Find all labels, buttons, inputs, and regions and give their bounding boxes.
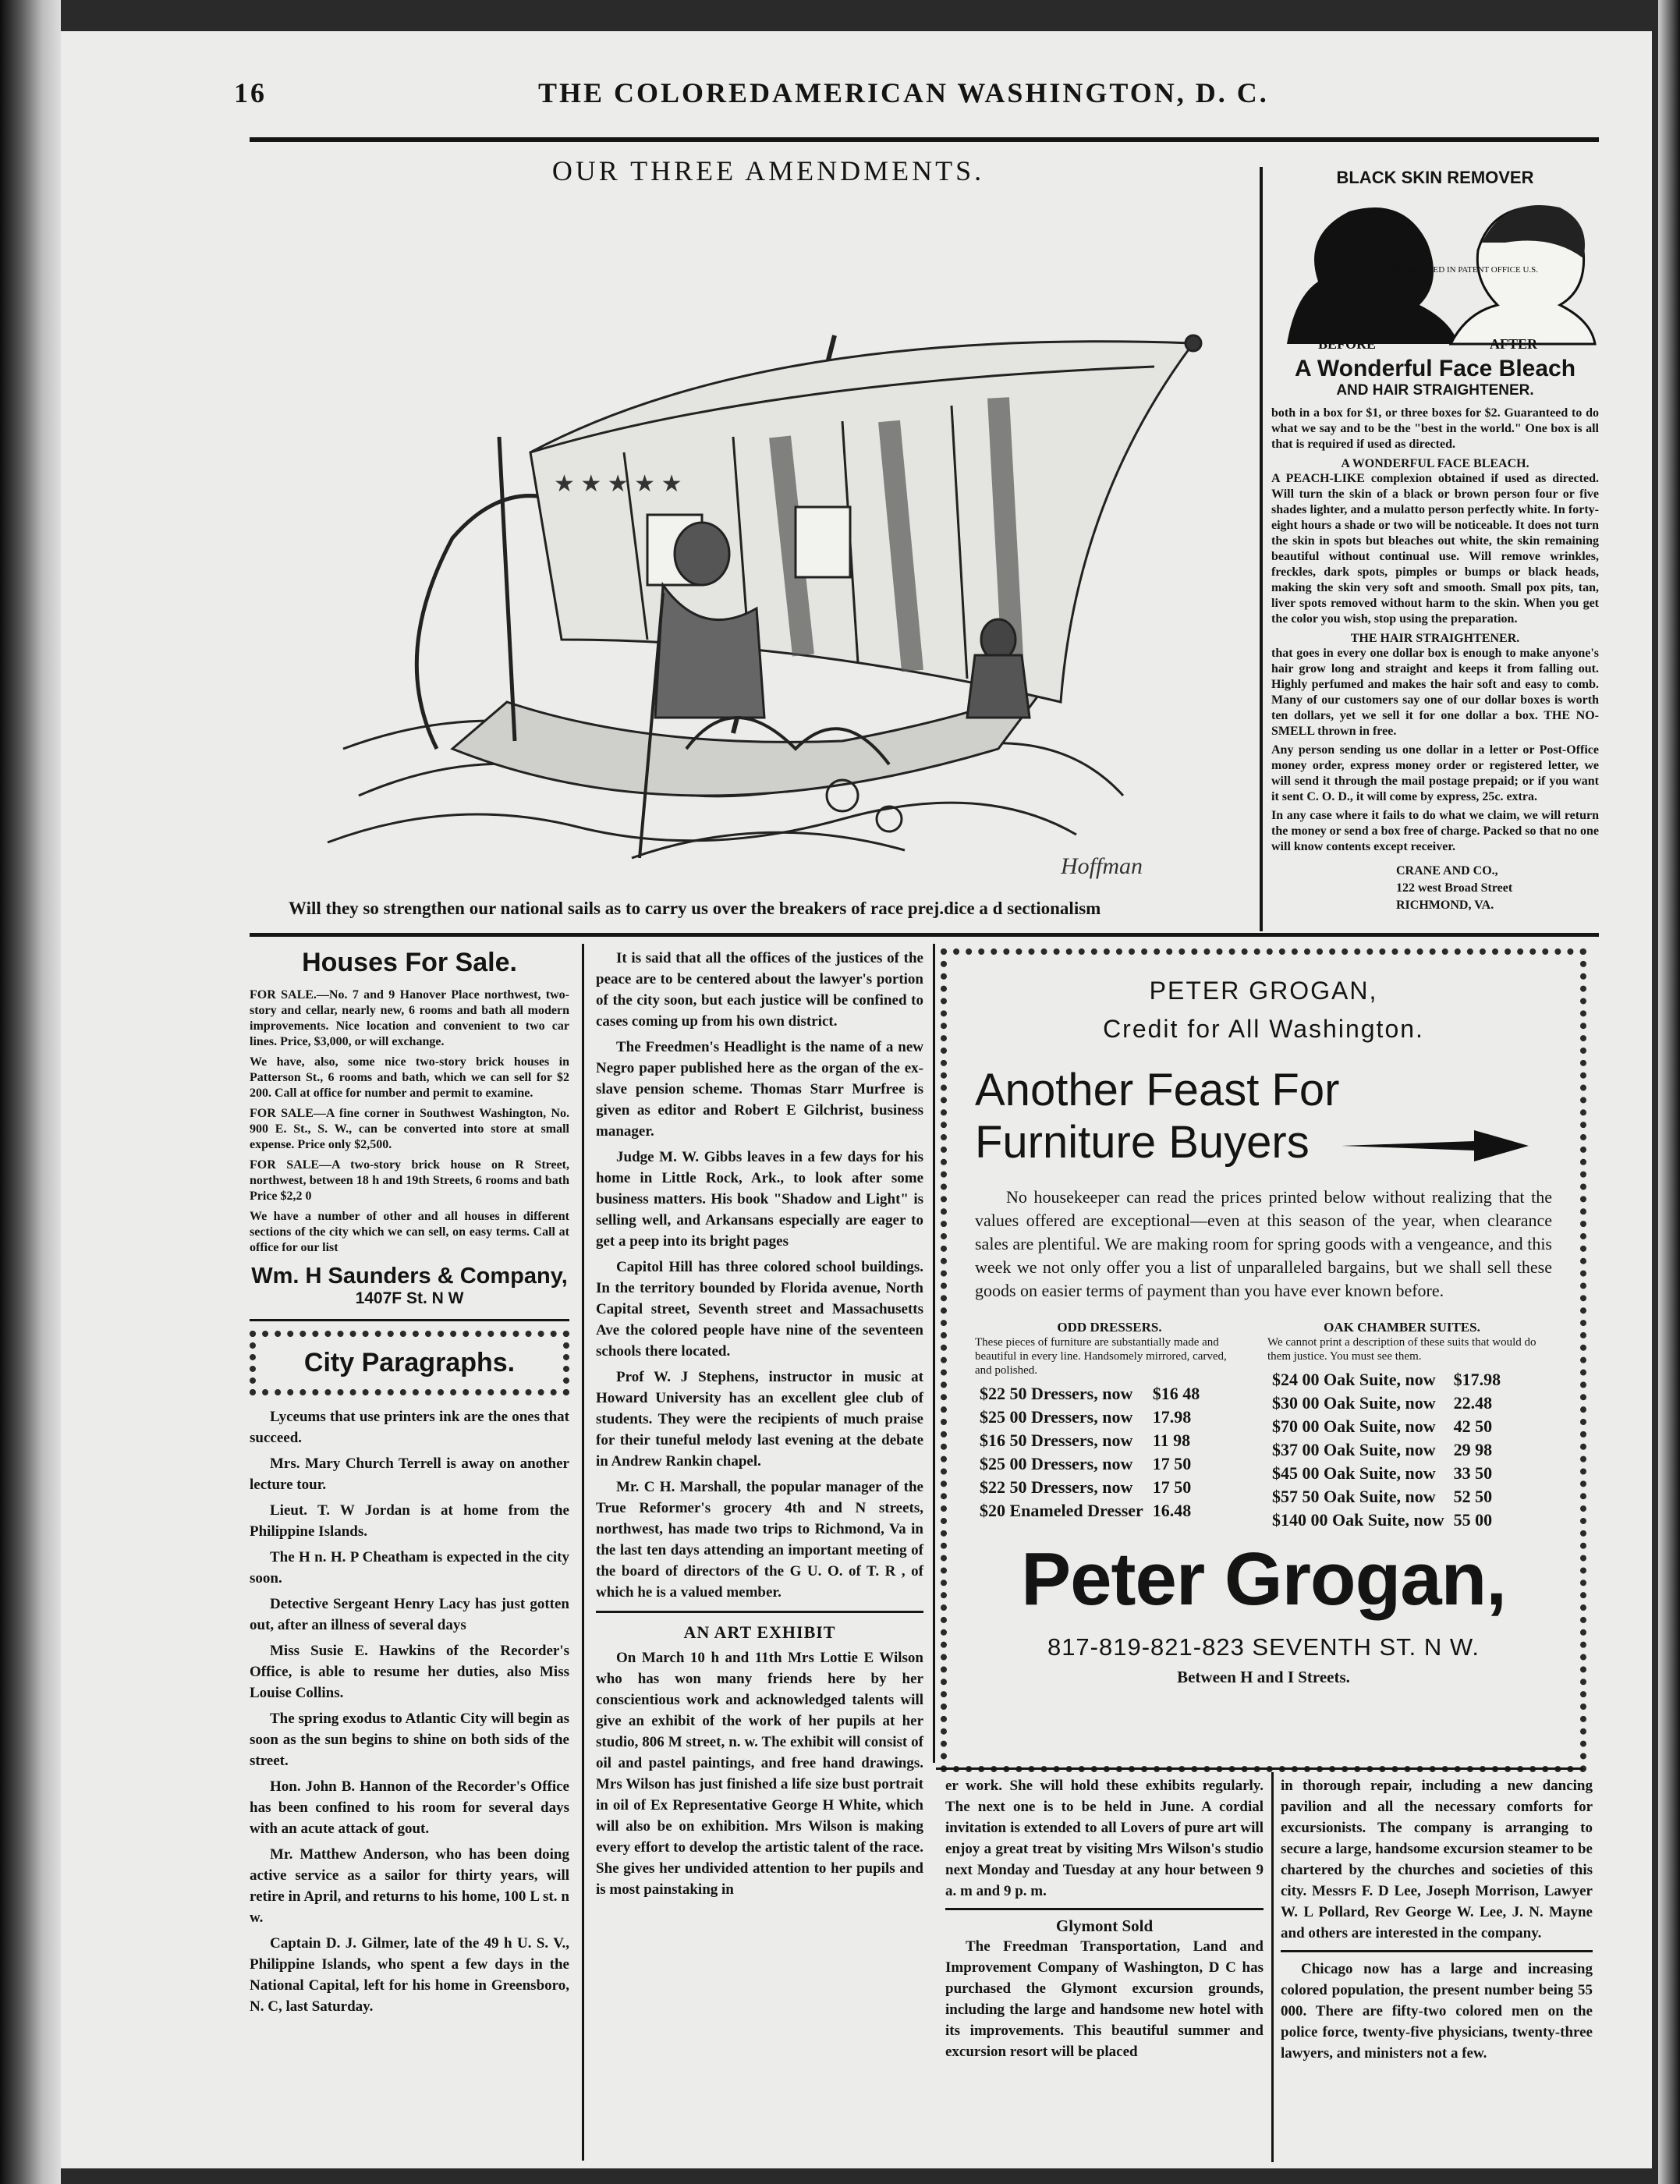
glymont-title: Glymont Sold: [1055, 1916, 1154, 1935]
arrow-icon: [1342, 1130, 1529, 1161]
art-exhibit-continued: er work. She will hold these exhibits regularly. The next one is to be held in June. A cordial invitation is extended to all Lovers of pure art will enjoy a great treat by visiting Mrs Wilson's studio next Monday and Tuesday at any hour between 9 a. m and 9 p. m.: [945, 1778, 1264, 1899]
column-divider-2: [933, 944, 935, 1763]
price-value: 17.98: [1152, 1407, 1192, 1427]
grogan-headline-2-row: [975, 1116, 1552, 1168]
price-item: $22 50 Dressers, now: [980, 1384, 1133, 1403]
city-item: The spring exodus to Atlantic City will begin as soon as the sun begins to shine on both sids of the street.: [250, 1711, 569, 1769]
grogan-address: 817-819-821-823 SEVENTH ST. N W.: [1047, 1633, 1480, 1661]
price-item: $140 00 Oak Suite, now: [1272, 1510, 1444, 1530]
houses-address: 1407F St. N W: [355, 1289, 464, 1307]
column-middle: [596, 948, 923, 1900]
dressers-title: ODD DRESSERS.: [1057, 1320, 1162, 1335]
upper-section-rule: [250, 933, 1599, 937]
houses-title: Houses For Sale.: [302, 948, 517, 977]
column-bottom-a: [945, 1775, 1264, 2062]
price-item: $25 00 Dressers, now: [980, 1407, 1133, 1427]
price-row: [1267, 1485, 1505, 1509]
cartoon-signature: Hoffman: [1061, 853, 1143, 879]
before-after-portraits: [1271, 188, 1599, 352]
price-row: [1267, 1415, 1505, 1438]
price-row: [1267, 1462, 1505, 1485]
houses-rule: [250, 1319, 569, 1321]
price-row: [1267, 1368, 1505, 1392]
column-divider-3: [1271, 1772, 1274, 2162]
middle-paragraphs: [596, 948, 923, 1603]
price-item: $57 50 Oak Suite, now: [1272, 1487, 1436, 1506]
price-value: 52 50: [1453, 1487, 1493, 1506]
remover-intro: both in a box for $1, or three boxes for $2. Guaranteed to do what we say and to be the "best in the world." One box is all that is required if used as directed.: [1271, 406, 1599, 451]
grogan-between: Between H and I Streets.: [1177, 1668, 1350, 1686]
odd-dressers-list: [975, 1320, 1244, 1532]
dressers-desc: These pieces of furniture are substantially made and beautiful in every line. Handsomely mirrored, carved, and polished.: [975, 1336, 1227, 1377]
price-value: 17 50: [1152, 1477, 1192, 1497]
grogan-big-name: Peter Grogan,: [1021, 1537, 1506, 1621]
houses-p2: We have, also, some nice two-story brick houses in Patterson St., 6 rooms and bath, which we can sell for $2 200. Call at office for number and permit to examine.: [250, 1055, 569, 1100]
middle-item: The Freedmen's Headlight is the name of a new Negro paper published here as the organ of the ex-slave pension scheme. Thomas Starr Murfree is given as editor and Robert E Gilchrist, business manager.: [596, 1039, 923, 1140]
city-item: Mr. Matthew Anderson, who has been doing active service as a sailor for thirty years, will retire in April, and returns to his home, 100 L st. n w.: [250, 1846, 569, 1926]
remover-sig-firm: CRANE AND CO.,: [1396, 864, 1498, 878]
city-item: Detective Sergeant Henry Lacy has just gotten out, after an illness of several days: [250, 1596, 569, 1633]
after-label: AFTER: [1490, 336, 1538, 352]
price-value: 29 98: [1453, 1440, 1493, 1459]
price-row: [975, 1382, 1204, 1406]
column-left: [250, 948, 569, 2022]
suites-table: [1267, 1368, 1505, 1532]
grogan-name-top: PETER GROGAN,: [1149, 977, 1378, 1005]
price-value: 42 50: [1453, 1416, 1493, 1436]
art-exhibit-text: On March 10 h and 11th Mrs Lottie E Wilson who has won many friends here by her conscientious work and acknowledged talents will give an exhibit of the work of her pupils at her studio, 806 M street, n. w. The exhibit will consist of oil and pastel paintings, and free hand drawings. Mrs Wilson has just finished a life size bust portrait in oil of Ex Representative George H White, which will also be on exhibition. Mrs Wilson is making every effort to develop the artistic talent of the race. She gives her undivided attention to her pupils and is most painstaking in: [596, 1650, 923, 1898]
grogan-price-lists: [975, 1320, 1552, 1532]
cartoon-block: [281, 154, 1256, 187]
city-item: Mrs. Mary Church Terrell is away on another lecture tour.: [250, 1455, 569, 1493]
masthead-title: THE COLOREDAMERICAN WASHINGTON, D. C.: [538, 77, 1269, 108]
grogan-ad: [941, 948, 1586, 1772]
houses-firm: Wm. H Saunders & Company,: [251, 1264, 568, 1289]
header-rule: [250, 137, 1599, 142]
city-item: Hon. John B. Hannon of the Recorder's Office has been confined to his room for several days with an acute attack of gout.: [250, 1778, 569, 1837]
column-bottom-b: [1281, 1775, 1593, 2064]
price-item: $24 00 Oak Suite, now: [1272, 1370, 1436, 1389]
remover-headline: A Wonderful Face Bleach: [1294, 356, 1576, 381]
price-row: [975, 1476, 1204, 1499]
middle-item: Capitol Hill has three colored school buildings. In the territory bounded by Florida avenue, North Capital street, Seventh street and Massachusetts Ave the colored people have nine of the seventeen schools there located.: [596, 1259, 923, 1360]
middle-item: Prof W. J Stephens, instructor in music at Howard University has an excellent glee club of students. They were the recipients of much praise for their tuneful melody last evening at the debate in Andrew Rankin chapel.: [596, 1369, 923, 1470]
chicago-rule: [1281, 1950, 1593, 1952]
city-item: Miss Susie E. Hawkins of the Recorder's Office, is able to resume her duties, also Miss Louise Collins.: [250, 1643, 569, 1701]
middle-item: Mr. C H. Marshall, the popular manager of the True Reformer's grocery 4th and N streets, northwest, has made two trips to Richmond, Va in the last ten days attending an important meeting of the board of directors of the G U. O. of T. R , of which he is a valued member.: [596, 1479, 923, 1601]
registered-mark: REGISTERED IN PATENT OFFICE U.S.: [1392, 265, 1539, 275]
price-value: 11 98: [1152, 1431, 1191, 1450]
page-number: 16: [234, 77, 267, 108]
middle-item: Judge M. W. Gibbs leaves in a few days for his home in Little Rock, Ark., to look after some business matters. His book "Shadow and Light" is selling well, and Arkansans especially are eager to get a peep into its bright pages: [596, 1149, 923, 1250]
price-row: [975, 1452, 1204, 1476]
dressers-table: [975, 1382, 1204, 1523]
city-item: Captain D. J. Gilmer, late of the 49 h U. S. V., Philippine Islands, who spent a few days in the National Capital, left for his home in Greensboro, N. C, last Saturday.: [250, 1935, 569, 2015]
price-item: $37 00 Oak Suite, now: [1272, 1440, 1436, 1459]
houses-p1: FOR SALE.—No. 7 and 9 Hanover Place northwest, two-story and cellar, nearly new, 6 rooms and bath all modern improvements. Nice location and convenient to two car lines. Price, $3,000, or will exchange.: [250, 988, 569, 1048]
middle-item: It is said that all the offices of the justices of the peace are to be centered about the lawyer's portion of the city soon, but each justice will be confined to cases coming up from his own district.: [596, 950, 923, 1030]
glymont-text: The Freedman Transportation, Land and Improvement Company of Washington, D C has purchased the Glymont excursion grounds, including the large and handsome new hotel with its improvements. This beautiful summer and excursion resort will be placed: [945, 1938, 1264, 2060]
houses-p3: FOR SALE—A fine corner in Southwest Washington, No. 900 E. St., S. W., can be converted into store at small expense. Price only $2,500.: [250, 1107, 569, 1151]
page-header: [234, 76, 1607, 123]
scan-binding-edge: [0, 0, 61, 2184]
houses-p5: We have a number of other and all houses in different sections of the city which we can sell, on easy terms. Call at office for our list: [250, 1210, 569, 1254]
remover-p3: Any person sending us one dollar in a letter or Post-Office money order, express money order or registered letter, we will send it through the mail postage prepaid; or if you want it sent C. O. D., it will come by express, 25c. extra.: [1271, 743, 1599, 803]
remover-h1: A WONDERFUL FACE BLEACH.: [1341, 457, 1529, 470]
remover-signature: [1271, 863, 1599, 914]
price-value: $17.98: [1453, 1370, 1501, 1389]
remover-h2: THE HAIR STRAIGHTENER.: [1350, 632, 1520, 645]
price-item: $30 00 Oak Suite, now: [1272, 1393, 1436, 1413]
price-row: [975, 1429, 1204, 1452]
price-row: [1267, 1509, 1505, 1532]
price-value: 17 50: [1152, 1454, 1192, 1473]
suites-desc: We cannot print a description of these suits that would do them justice. You must see them.: [1267, 1336, 1536, 1363]
art-exhibit-title: AN ART EXHIBIT: [683, 1622, 836, 1642]
city-item: Lieut. T. W Jordan is at home from the Philippine Islands.: [250, 1502, 569, 1540]
before-label: BEFORE: [1318, 336, 1377, 352]
scan-right-edge: [1658, 0, 1680, 2184]
remover-subhead: AND HAIR STRAIGHTENER.: [1336, 382, 1534, 399]
svg-text:★ ★ ★ ★ ★: ★ ★ ★ ★ ★: [554, 471, 682, 497]
remover-sig-city: RICHMOND, VA.: [1396, 899, 1494, 912]
city-paragraphs-body: [250, 1406, 569, 2017]
price-row: [975, 1406, 1204, 1429]
city-paragraphs-box: [250, 1331, 569, 1395]
cartoon-caption: Will they so strengthen our national sails as to carry us over the breakers of race prej.dice a d sectionalism: [289, 899, 1101, 918]
remover-p2: that goes in every one dollar box is enough to make anyone's hair grow long and straight and keeps it from falling out. Highly perfumed and makes the hair soft and easy to comb. Many of our customers say one of our dollar boxes is worth ten dollars, yet we sell it for one dollar a box. THE NO-SMELL thrown in free.: [1271, 647, 1599, 738]
price-item: $16 50 Dressers, now: [980, 1431, 1133, 1450]
price-value: 33 50: [1453, 1463, 1493, 1483]
glymont-continued: in thorough repair, including a new dancing pavilion and all the necessary comforts for excursionists. The company is arranging to secure a large, handsome excursion steamer to be chartered by the churches and societies of this city. Messrs F. D Lee, Joseph Morrison, Lawyer W. L Pollard, Rev George W. Lee, J. N. Mayne and others are interested in the company.: [1281, 1778, 1593, 1941]
cartoon-title: OUR THREE AMENDMENTS.: [551, 155, 985, 186]
houses-listing: [250, 987, 569, 1256]
houses-p4: FOR SALE—A two-story brick house on R Street, northwest, between 18 h and 19th Streets, 6 rooms and bath Price $2,2 0: [250, 1158, 569, 1203]
chicago-paragraph: Chicago now has a large and increasing colored population, the present number being 55 000. There are fifty-two colored men on the police force, twenty-five physicians, twenty-three lawyers, and ministers not a few.: [1281, 1961, 1593, 2062]
price-value: 22.48: [1453, 1393, 1493, 1413]
price-item: $25 00 Dressers, now: [980, 1454, 1133, 1473]
column-divider-1: [582, 944, 584, 2161]
grogan-credit: Credit for All Washington.: [1103, 1015, 1424, 1043]
remover-p1: A PEACH-LIKE complexion obtained if used as directed. Will turn the skin of a black or brown person four or five shades lighter, and a mulatto person perfectly white. In forty-eight hours a shade or two will be noticeable. It does not turn the skin in spots but bleaches out white, the skin remaining beautiful without continual use. Will remove wrinkles, freckles, dark spots, pimples or bumps or black heads, making the skin very soft and smooth. Small pox pits, tan, liver spots removed without harm to the skin. When you get the color you wish, stop using the preparation.: [1271, 472, 1599, 626]
price-value: 16.48: [1152, 1501, 1192, 1520]
cartoon-ad-divider: [1260, 167, 1263, 931]
price-item: $45 00 Oak Suite, now: [1272, 1463, 1436, 1483]
price-row: [1267, 1392, 1505, 1415]
lower-right-rule: [936, 1767, 1583, 1770]
glymont-rule: [945, 1908, 1264, 1910]
remover-sig-street: 122 west Broad Street: [1396, 881, 1513, 895]
oak-suites-list: [1267, 1320, 1536, 1532]
remover-banner: BLACK SKIN REMOVER: [1336, 168, 1534, 187]
grogan-intro: No housekeeper can read the prices printed below without realizing that the values offered are exceptional—even at this season of the year, when clearance sales are plentiful. We are making room for spring goods with a vengeance, and this week we not only offer you a list of unparalleled bargains, but we shall sell these goods on easier terms of payment than you have ever known before.: [975, 1187, 1552, 1300]
suites-title: OAK CHAMBER SUITES.: [1324, 1320, 1480, 1335]
price-item: $20 Enameled Dresser: [980, 1501, 1143, 1520]
price-value: 55 00: [1453, 1510, 1493, 1530]
city-item: Lyceums that use printers ink are the ones that succeed.: [250, 1409, 569, 1446]
city-item: The H n. H. P Cheatham is expected in the city soon.: [250, 1549, 569, 1587]
price-value: $16 48: [1152, 1384, 1200, 1403]
remover-ad: [1271, 168, 1599, 914]
remover-p4: In any case where it fails to do what we claim, we will return the money or send a box free of charge. Packed so that no one will know contents except receiver.: [1271, 809, 1599, 853]
art-exhibit-rule: [596, 1611, 923, 1613]
grogan-headline-2: Furniture Buyers: [975, 1117, 1310, 1168]
cartoon-illustration: [296, 203, 1271, 881]
price-row: [1267, 1438, 1505, 1462]
price-item: $70 00 Oak Suite, now: [1272, 1416, 1436, 1436]
price-row: [975, 1499, 1204, 1523]
city-paragraphs-title: City Paragraphs.: [303, 1348, 516, 1377]
grogan-headline-1: Another Feast For: [975, 1065, 1340, 1115]
price-item: $22 50 Dressers, now: [980, 1477, 1133, 1497]
